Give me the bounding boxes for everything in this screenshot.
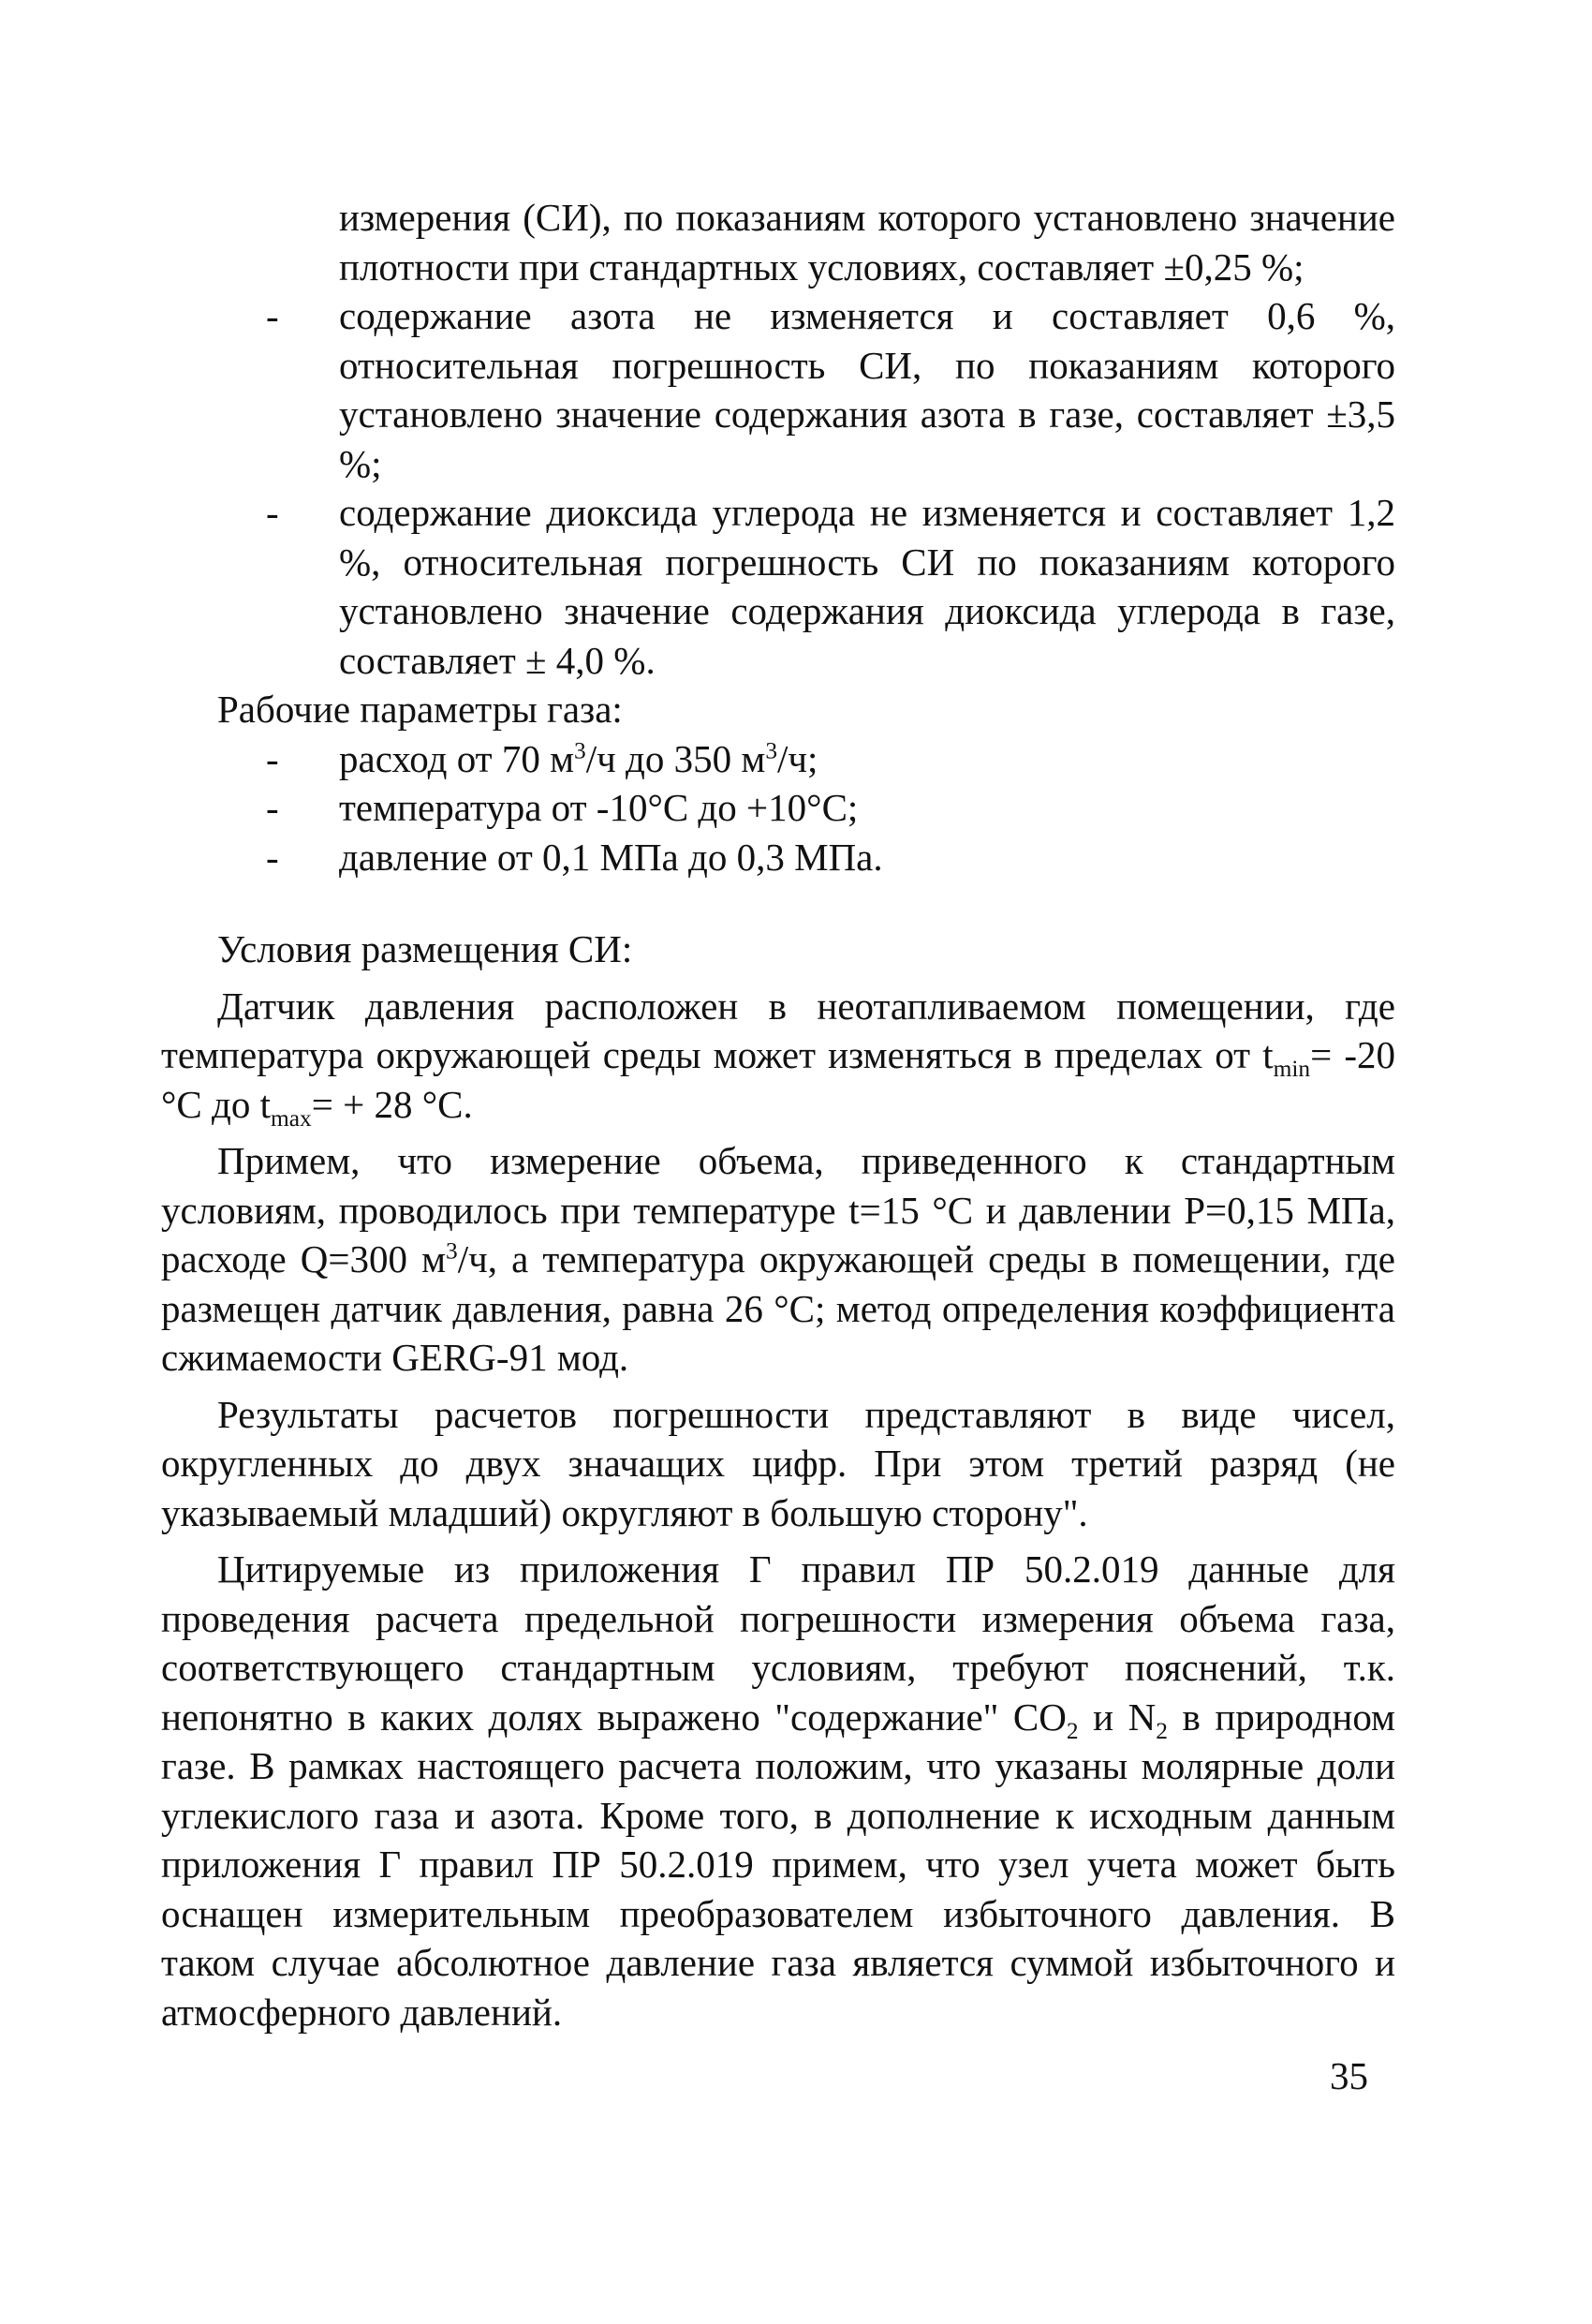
list-item-text: содержание азота не изменяется и составляет 0,6 %, относительная погрешность СИ, по показаниям которого установлено значение содержания азота в газе, составляет ±3,5 %; (339, 294, 1395, 485)
pressure-text: давление от 0,1 МПа до 0,3 МПа. (339, 835, 883, 879)
bullet-dash: - (266, 786, 279, 829)
list-item-temperature (161, 783, 1395, 833)
page-body (161, 193, 1395, 2036)
list-item-text: содержание диоксида углерода не изменяется и составляет 1,2 %, относительная погрешность СИ по показаниям которого установлено значение содержания диоксида углерода в газе, составляет ± 4,0 %. (339, 491, 1395, 682)
assumption-paragraph: Примем, что измерение объема, приведенного к стандартным условиям, проводилось при температуре t=15 °С и давлении Р=0,15 МПа, расходе Q=300 $м^3/ч$, а температура окружающей среды в помещении, где размещен датчик давления, равна 26 °С; метод определения коэффициента сжимаемости GERG-91 мод. (161, 1139, 1395, 1379)
bullet-dash: - (266, 294, 279, 337)
list-item-pressure (161, 833, 1395, 882)
results-paragraph: Результаты расчетов погрешности представляют в виде чисел, округленных до двух значащих цифр. При этом третий разряд (не указываемый младший) округляют в большую сторону". (161, 1392, 1395, 1534)
bullet-dash: - (266, 491, 279, 534)
list-item-nitrogen (161, 291, 1395, 488)
cited-data-paragraph: Цитируемые из приложения Г правил ПР 50.2.019 данные для проведения расчета предельной погрешности измерения объема газа, соответствующего стандартным условиям, требуют пояснений, т.к. непонятно в каких долях выражено "содержание" $СО_2$ и $N_2$ в природном газе. В рамках настоящего расчета положим, что указаны молярные доли углекислого газа и азота. Кроме того, в дополнение к исходным данным приложения Г правил ПР 50.2.019 примем, что узел учета может быть оснащен измерительным преобразователем избыточного давления. В таком случае абсолютное давление газа является суммой избыточного и атмосферного давлений. (161, 1547, 1396, 2034)
page-number: 35 (1330, 2054, 1368, 2097)
continued-bullet-text: измерения (СИ), по показаниям которого установлено значение плотности при стандартных условиях, составляет ±0,25 %; (339, 196, 1395, 289)
placement-heading: Условия размещения СИ: (217, 927, 633, 970)
gas-params-heading: Рабочие параметры газа: (217, 688, 623, 731)
bullet-dash: - (266, 835, 279, 879)
flow-text: расход от 70 $м^3/ч$ до 350 $м^3/ч$; (339, 736, 818, 780)
bullet-dash: - (266, 736, 279, 780)
sensor-paragraph: Датчик давления расположен в неотапливаемом помещении, где температура окружающей среды может изменяться в пределах от $t_{min}= -20$ °С до $t_{max}= + 28$ °С. (161, 984, 1395, 1132)
list-item-flow (161, 734, 1395, 784)
list-item-co2 (161, 488, 1395, 685)
temperature-text: температура от -10°С до +10°С; (339, 786, 859, 829)
